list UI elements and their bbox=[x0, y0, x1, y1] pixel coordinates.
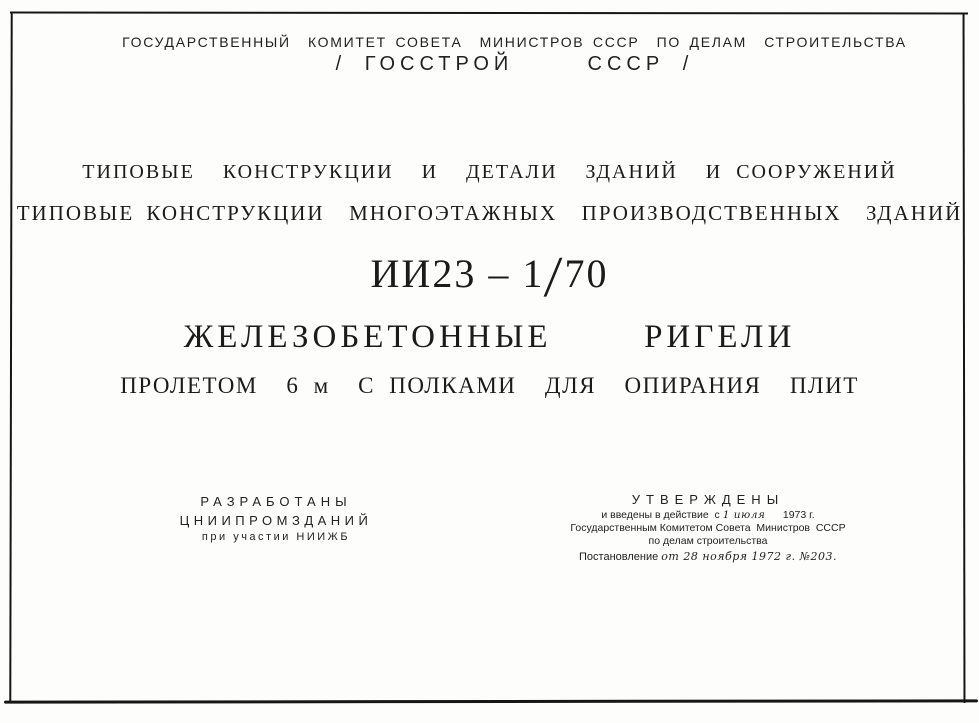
approved-authority-department: по делам строительства bbox=[648, 535, 768, 547]
approved-effective-prefix: и введены в действие с bbox=[601, 509, 723, 521]
authority-abbreviation: / ГОССТРОЙ СССР / bbox=[335, 53, 694, 75]
approved-effective-handwritten-date: 1 июля bbox=[722, 509, 766, 521]
frame-border-left bbox=[9, 12, 12, 702]
approved-resolution bbox=[560, 550, 856, 563]
document-number-main: ИИ23 – 1 bbox=[370, 251, 545, 296]
authority-line: ГОСУДАРСТВЕННЫЙ КОМИТЕТ СОВЕТА МИНИСТРОВ СССР ПО ДЕЛАМ СТРОИТЕЛЬСТВА bbox=[122, 34, 907, 50]
developed-by-block bbox=[156, 494, 396, 543]
frame-border-top bbox=[10, 11, 968, 14]
approved-authority: Государственным Комитетом Совета Министров СССР bbox=[570, 522, 846, 534]
developed-participation: при участии НИИЖБ bbox=[201, 531, 351, 543]
approved-effective-date bbox=[560, 509, 856, 521]
approved-heading: УТВЕРЖДЕНЫ bbox=[631, 492, 785, 507]
page-title: ЖЕЛЕЗОБЕТОННЫЕ РИГЕЛИ bbox=[183, 319, 796, 355]
developed-heading: РАЗРАБОТАНЫ bbox=[200, 494, 352, 509]
developed-organization: ЦНИИПРОМЗДАНИЙ bbox=[179, 513, 373, 528]
series-title-line2: ТИПОВЫЕ КОНСТРУКЦИИ МНОГОЭТАЖНЫХ ПРОИЗВОДСТВЕННЫХ ЗДАНИЙ bbox=[16, 201, 963, 225]
page-subtitle: ПРОЛЕТОМ 6 м С ПОЛКАМИ ДЛЯ ОПИРАНИЯ ПЛИТ bbox=[120, 373, 859, 398]
approved-block bbox=[560, 492, 856, 563]
approved-effective-year: 1973 г. bbox=[765, 509, 815, 521]
approved-resolution-details: от 28 ноября 1972 г. №203. bbox=[661, 550, 837, 563]
frame-border-bottom bbox=[4, 699, 978, 703]
approved-resolution-label: Постановление bbox=[579, 551, 662, 563]
document-number-denominator: 70 bbox=[564, 251, 609, 296]
series-title-line1: ТИПОВЫЕ КОНСТРУКЦИИ И ДЕТАЛИ ЗДАНИЙ И СООРУЖЕНИЙ bbox=[82, 161, 897, 183]
frame-border-right bbox=[963, 13, 966, 703]
document-number: ИИ23 – 1/70 bbox=[370, 244, 609, 309]
